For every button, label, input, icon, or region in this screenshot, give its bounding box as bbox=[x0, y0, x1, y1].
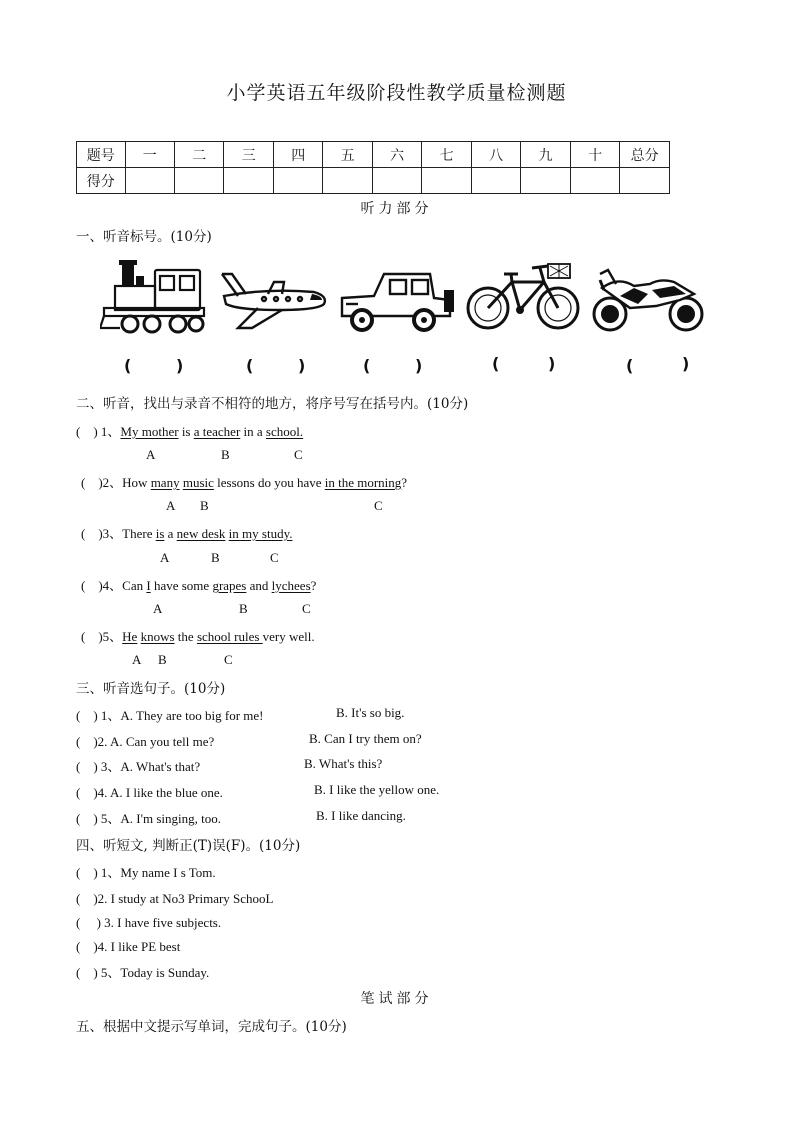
question-line: ( )3、There is a new desk in my study. bbox=[81, 526, 293, 541]
option-letter: B bbox=[158, 652, 167, 667]
score-input-cell[interactable] bbox=[372, 168, 421, 194]
answer-bracket-close: ) bbox=[548, 354, 556, 373]
section1-heading: 一、听音标号。(10分) bbox=[76, 229, 212, 245]
listening-heading: 听力部分 bbox=[360, 201, 433, 217]
score-input-cell[interactable] bbox=[422, 168, 471, 194]
page-title: 小学英语五年级阶段性教学质量检测题 bbox=[226, 82, 567, 104]
answer-bracket-open: ( bbox=[246, 356, 254, 375]
choice-left: ( )2. A. Can you tell me? bbox=[76, 734, 215, 749]
choice-left: ( ) 3、A. What's that? bbox=[76, 759, 201, 774]
score-input-cell[interactable] bbox=[125, 168, 174, 194]
question-line: ( ) 1、My mother is a teacher in a school. bbox=[76, 424, 304, 439]
answer-bracket-open: ( bbox=[363, 356, 371, 375]
score-cell-header: 十 bbox=[570, 142, 619, 168]
choice-right: B. What's this? bbox=[304, 756, 383, 771]
option-letter: C bbox=[374, 498, 383, 513]
score-cell-header: 总分 bbox=[620, 142, 670, 168]
airplane-icon bbox=[218, 266, 330, 334]
choice-left: ( )4. A. I like the blue one. bbox=[76, 785, 223, 800]
choice-left: ( ) 1、A. They are too big for me! bbox=[76, 708, 264, 723]
option-letter: C bbox=[302, 601, 311, 616]
tf-item: ( )4. I like PE best bbox=[76, 939, 181, 954]
tf-item: ( )2. I study at No3 Primary SchooL bbox=[76, 891, 274, 906]
answer-blank[interactable] bbox=[377, 356, 413, 374]
tf-item: ( ) 1、My name I s Tom. bbox=[76, 865, 216, 880]
answer-blank[interactable] bbox=[260, 356, 296, 374]
answer-bracket-close: ) bbox=[682, 354, 690, 373]
option-letter: A bbox=[146, 447, 156, 462]
choice-right: B. I like the yellow one. bbox=[314, 782, 440, 797]
score-table-score-row bbox=[77, 168, 670, 194]
score-table-header-row bbox=[77, 142, 670, 168]
train-icon bbox=[100, 258, 212, 336]
option-letter: B bbox=[200, 498, 209, 513]
score-cell-header: 八 bbox=[471, 142, 520, 168]
score-cell-header: 六 bbox=[372, 142, 421, 168]
score-input-cell[interactable] bbox=[521, 168, 570, 194]
score-cell-header: 三 bbox=[224, 142, 273, 168]
score-cell-header: 题号 bbox=[77, 142, 126, 168]
score-table bbox=[76, 141, 670, 194]
score-cell-header: 七 bbox=[422, 142, 471, 168]
score-cell-header: 四 bbox=[273, 142, 322, 168]
score-input-cell[interactable] bbox=[174, 168, 223, 194]
answer-blank[interactable] bbox=[506, 354, 542, 372]
section4-heading: 四、听短文, 判断正(T)误(F)。(10分) bbox=[76, 838, 301, 854]
answer-bracket-open: ( bbox=[626, 356, 634, 375]
score-input-cell[interactable] bbox=[273, 168, 322, 194]
answer-bracket-close: ) bbox=[298, 356, 306, 375]
question-line: ( )5、He knows the school rules very well. bbox=[81, 629, 315, 644]
answer-blank[interactable] bbox=[640, 356, 676, 374]
score-row-label: 得分 bbox=[77, 168, 126, 194]
answer-bracket-open: ( bbox=[124, 356, 132, 375]
section5-heading: 五、根据中文提示写单词，完成句子。(10分) bbox=[76, 1019, 347, 1035]
tf-item: ( ) 5、Today is Sunday. bbox=[76, 965, 210, 980]
score-cell-header: 二 bbox=[174, 142, 223, 168]
answer-bracket-close: ) bbox=[415, 356, 423, 375]
question-line: ( )4、Can I have some grapes and lychees? bbox=[81, 578, 317, 593]
score-cell-header: 一 bbox=[125, 142, 174, 168]
option-letter: A bbox=[132, 652, 142, 667]
option-letter: B bbox=[211, 550, 220, 565]
score-input-cell[interactable] bbox=[620, 168, 670, 194]
answer-blank[interactable] bbox=[138, 356, 174, 374]
option-letter: C bbox=[270, 550, 279, 565]
choice-right: B. It's so big. bbox=[336, 705, 405, 720]
choice-right: B. I like dancing. bbox=[316, 808, 406, 823]
question-line: ( )2、How many music lessons do you have in the morning? bbox=[81, 475, 408, 490]
choice-left: ( ) 5、A. I'm singing, too. bbox=[76, 811, 221, 826]
choice-right: B. Can I try them on? bbox=[309, 731, 422, 746]
bicycle-icon bbox=[464, 260, 584, 336]
tf-item: ( ) 3. I have five subjects. bbox=[76, 915, 222, 930]
option-letter: B bbox=[239, 601, 248, 616]
written-heading: 笔试部分 bbox=[360, 991, 433, 1007]
section3-heading: 三、听音选句子。(10分) bbox=[76, 681, 226, 697]
score-input-cell[interactable] bbox=[323, 168, 372, 194]
answer-bracket-open: ( bbox=[492, 354, 500, 373]
motorcycle-icon bbox=[590, 266, 708, 334]
score-input-cell[interactable] bbox=[570, 168, 619, 194]
option-letter: A bbox=[166, 498, 176, 513]
option-letter: C bbox=[224, 652, 233, 667]
score-cell-header: 九 bbox=[521, 142, 570, 168]
option-letter: A bbox=[153, 601, 163, 616]
score-cell-header: 五 bbox=[323, 142, 372, 168]
option-letter: C bbox=[294, 447, 303, 462]
score-input-cell[interactable] bbox=[471, 168, 520, 194]
section2-heading: 二、听音，找出与录音不相符的地方，将序号写在括号内。(10分) bbox=[76, 396, 469, 412]
option-letter: B bbox=[221, 447, 230, 462]
jeep-icon bbox=[338, 268, 458, 334]
option-letter: A bbox=[160, 550, 170, 565]
answer-bracket-close: ) bbox=[176, 356, 184, 375]
score-input-cell[interactable] bbox=[224, 168, 273, 194]
